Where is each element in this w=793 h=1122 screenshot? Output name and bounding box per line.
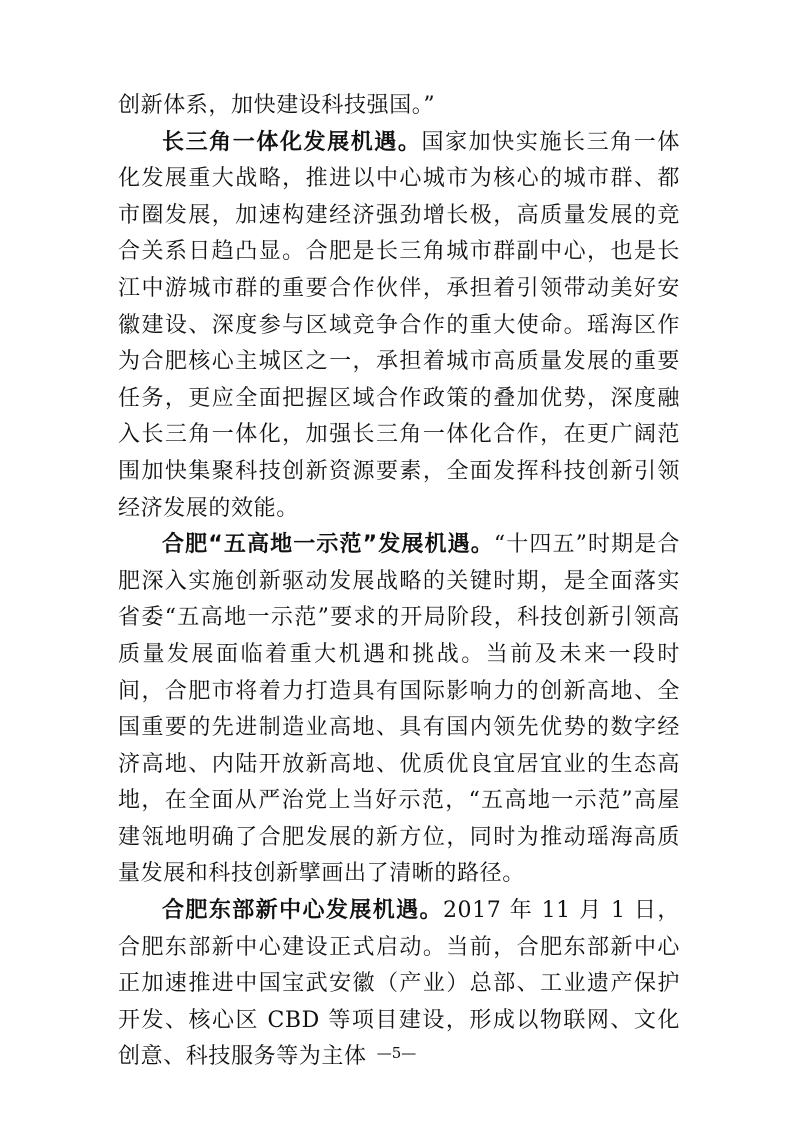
page-number: —5—: [376, 1044, 417, 1062]
paragraph-lead: 合肥“五高地一示范”发展机遇。: [162, 532, 494, 558]
paragraph-text: 创新体系，加快建设科技强国。”: [118, 93, 436, 118]
paragraph-lead: 合肥东部新中心发展机遇。: [162, 898, 443, 924]
paragraph-text: “十四五”时期是合肥深入实施创新驱动发展战略的关键时期，是全面落实省委“五高地一示范”要求的开局阶段，科技创新引领高质量发展面临着重大机遇和挑战。当前及未来一段时间，合肥市将着力打造具有国际影响力的创新高地、全国重要的先进制造业高地、具有国内领先优势的数字经济高地、内陆开放新高地、优质优良宜居宜业的生态高地，在全面从严治党上当好示范，“五高地一示范”高屋建瓴地明确了合肥发展的新方位，同时为推动瑶海高质量发展和科技创新擘画出了清晰的路径。: [118, 532, 680, 887]
body-text: [118, 88, 680, 1076]
paragraph-yangtze-delta: [118, 125, 680, 528]
paragraph-lead: 长三角一体化发展机遇。: [162, 129, 422, 155]
paragraph-continuation: [118, 88, 680, 125]
paragraph-text: 国家加快实施长三角一体化发展重大战略，推进以中心城市为核心的城市群、都市圈发展，加速构建经济强劲增长极，高质量发展的竞合关系日趋凸显。合肥是长三角城市群副中心，也是长江中游城市群的重要合作伙伴，承担着引领带动美好安徽建设、深度参与区域竞争合作的重大使命。瑶海区作为合肥核心主城区之一，承担着城市高质量发展的重要任务，更应全面把握区域合作政策的叠加优势，深度融入长三角一体化，加强长三角一体化合作，在更广阔范围加快集聚科技创新资源要素，全面发挥科技创新引领经济发展的效能。: [118, 129, 680, 521]
paragraph-five-highlands: [118, 527, 680, 893]
paragraph-text: 2017 年 11 月 1 日，合肥东部新中心建设正式启动。当前，合肥东部新中心正加速推进中国宝武安徽（产业）总部、工业遗产保护开发、核心区 CBD 等项目建设，形成以物联网、文化创意、科技服务等为主体: [118, 898, 680, 1070]
